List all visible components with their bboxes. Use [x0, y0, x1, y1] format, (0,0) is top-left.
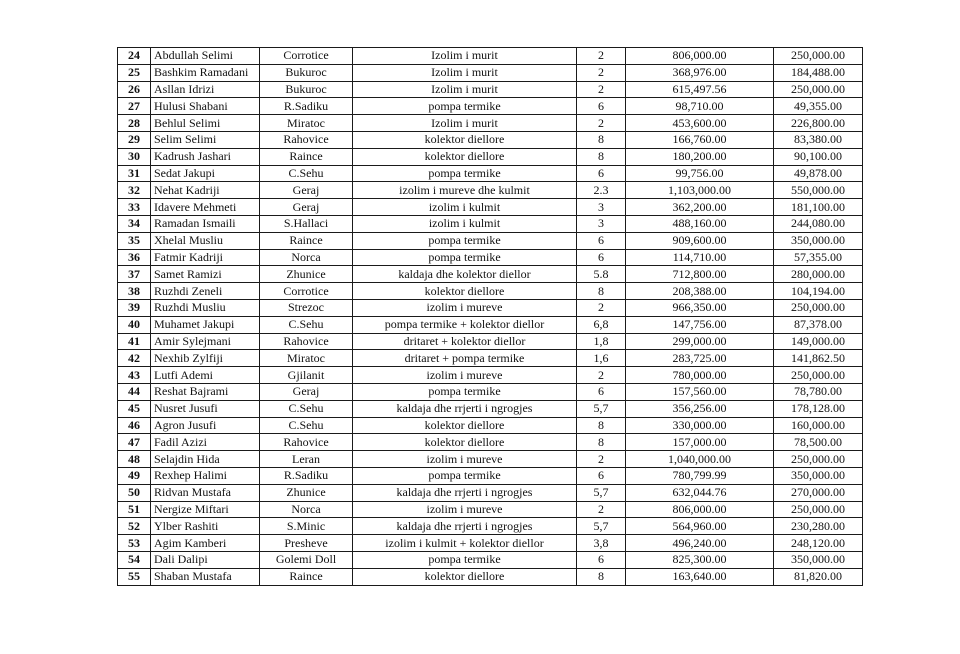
table-row: [118, 551, 863, 568]
grant-amount-cell: 149,000.00: [774, 333, 863, 350]
measure-code-cell: 2: [577, 81, 626, 98]
beneficiary-name-cell: Ruzhdi Musliu: [151, 299, 260, 316]
measure-cell: kolektor diellore: [353, 417, 577, 434]
measure-code-cell: 3: [577, 199, 626, 216]
grant-amount-cell: 350,000.00: [774, 551, 863, 568]
row-number-cell: 47: [118, 434, 151, 451]
table-row: [118, 333, 863, 350]
measure-cell: pompa termike: [353, 383, 577, 400]
measure-cell: izolim i mureve: [353, 501, 577, 518]
grant-amount-cell: 87,378.00: [774, 316, 863, 333]
total-cost-cell: 453,600.00: [626, 115, 774, 132]
row-number-cell: 34: [118, 215, 151, 232]
beneficiary-name-cell: Amir Sylejmani: [151, 333, 260, 350]
grant-amount-cell: 141,862.50: [774, 350, 863, 367]
total-cost-cell: 208,388.00: [626, 283, 774, 300]
row-number-cell: 39: [118, 299, 151, 316]
village-cell: Corrotice: [260, 48, 353, 65]
grant-amount-cell: 160,000.00: [774, 417, 863, 434]
table-row: [118, 367, 863, 384]
measure-cell: dritaret + kolektor diellor: [353, 333, 577, 350]
measure-code-cell: 6: [577, 165, 626, 182]
total-cost-cell: 1,103,000.00: [626, 182, 774, 199]
measure-cell: dritaret + pompa termike: [353, 350, 577, 367]
grant-amount-cell: 49,878.00: [774, 165, 863, 182]
grant-amount-cell: 83,380.00: [774, 131, 863, 148]
measure-code-cell: 8: [577, 434, 626, 451]
village-cell: R.Sadiku: [260, 98, 353, 115]
total-cost-cell: 356,256.00: [626, 400, 774, 417]
total-cost-cell: 283,725.00: [626, 350, 774, 367]
measure-cell: kolektor diellore: [353, 434, 577, 451]
row-number-cell: 30: [118, 148, 151, 165]
measure-cell: kaldaja dhe rrjerti i ngrogjes: [353, 518, 577, 535]
beneficiary-name-cell: Ridvan Mustafa: [151, 484, 260, 501]
row-number-cell: 44: [118, 383, 151, 400]
beneficiary-name-cell: Dali Dalipi: [151, 551, 260, 568]
total-cost-cell: 909,600.00: [626, 232, 774, 249]
measure-code-cell: 2.3: [577, 182, 626, 199]
village-cell: Strezoc: [260, 299, 353, 316]
beneficiary-name-cell: Behlul Selimi: [151, 115, 260, 132]
grant-amount-cell: 280,000.00: [774, 266, 863, 283]
table-row: [118, 283, 863, 300]
table-row: [118, 215, 863, 232]
grant-amount-cell: 250,000.00: [774, 451, 863, 468]
measure-cell: kaldaja dhe kolektor diellor: [353, 266, 577, 283]
row-number-cell: 36: [118, 249, 151, 266]
row-number-cell: 45: [118, 400, 151, 417]
beneficiary-name-cell: Agron Jusufi: [151, 417, 260, 434]
grant-amount-cell: 57,355.00: [774, 249, 863, 266]
table-row: [118, 81, 863, 98]
grant-amount-cell: 78,780.00: [774, 383, 863, 400]
row-number-cell: 35: [118, 232, 151, 249]
row-number-cell: 25: [118, 64, 151, 81]
row-number-cell: 48: [118, 451, 151, 468]
total-cost-cell: 632,044.76: [626, 484, 774, 501]
row-number-cell: 28: [118, 115, 151, 132]
row-number-cell: 52: [118, 518, 151, 535]
beneficiary-name-cell: Selim Selimi: [151, 131, 260, 148]
row-number-cell: 49: [118, 467, 151, 484]
total-cost-cell: 806,000.00: [626, 501, 774, 518]
row-number-cell: 27: [118, 98, 151, 115]
beneficiary-name-cell: Asllan Idrizi: [151, 81, 260, 98]
grant-amount-cell: 270,000.00: [774, 484, 863, 501]
total-cost-cell: 496,240.00: [626, 535, 774, 552]
total-cost-cell: 330,000.00: [626, 417, 774, 434]
grant-amount-cell: 184,488.00: [774, 64, 863, 81]
total-cost-cell: 114,710.00: [626, 249, 774, 266]
grant-amount-cell: 81,820.00: [774, 568, 863, 585]
table-row: [118, 182, 863, 199]
total-cost-cell: 712,800.00: [626, 266, 774, 283]
measure-code-cell: 6: [577, 232, 626, 249]
measure-cell: Izolim i murit: [353, 64, 577, 81]
village-cell: Rahovice: [260, 131, 353, 148]
total-cost-cell: 362,200.00: [626, 199, 774, 216]
measure-cell: pompa termike + kolektor diellor: [353, 316, 577, 333]
village-cell: Bukuroc: [260, 81, 353, 98]
measure-cell: izolim i kulmit + kolektor diellor: [353, 535, 577, 552]
village-cell: Leran: [260, 451, 353, 468]
table-row: [118, 316, 863, 333]
table-row: [118, 232, 863, 249]
grant-amount-cell: 350,000.00: [774, 232, 863, 249]
table-row: [118, 131, 863, 148]
village-cell: Corrotice: [260, 283, 353, 300]
village-cell: S.Hallaci: [260, 215, 353, 232]
village-cell: Geraj: [260, 383, 353, 400]
measure-code-cell: 5,7: [577, 518, 626, 535]
beneficiary-name-cell: Samet Ramizi: [151, 266, 260, 283]
beneficiary-name-cell: Selajdin Hida: [151, 451, 260, 468]
table-row: [118, 535, 863, 552]
beneficiary-name-cell: Ramadan Ismaili: [151, 215, 260, 232]
row-number-cell: 41: [118, 333, 151, 350]
row-number-cell: 51: [118, 501, 151, 518]
row-number-cell: 31: [118, 165, 151, 182]
table-row: [118, 115, 863, 132]
total-cost-cell: 299,000.00: [626, 333, 774, 350]
grant-amount-cell: 230,280.00: [774, 518, 863, 535]
measure-cell: kolektor diellore: [353, 148, 577, 165]
table-row: [118, 417, 863, 434]
row-number-cell: 38: [118, 283, 151, 300]
total-cost-cell: 966,350.00: [626, 299, 774, 316]
beneficiary-name-cell: Rexhep Halimi: [151, 467, 260, 484]
village-cell: Raince: [260, 568, 353, 585]
village-cell: Gjilanit: [260, 367, 353, 384]
measure-code-cell: 5,7: [577, 400, 626, 417]
total-cost-cell: 180,200.00: [626, 148, 774, 165]
beneficiary-name-cell: Agim Kamberi: [151, 535, 260, 552]
grant-amount-cell: 226,800.00: [774, 115, 863, 132]
village-cell: Raince: [260, 148, 353, 165]
village-cell: Presheve: [260, 535, 353, 552]
table-row: [118, 383, 863, 400]
grant-amount-cell: 90,100.00: [774, 148, 863, 165]
beneficiary-name-cell: Kadrush Jashari: [151, 148, 260, 165]
grant-amount-cell: 550,000.00: [774, 182, 863, 199]
beneficiary-name-cell: Reshat Bajrami: [151, 383, 260, 400]
village-cell: C.Sehu: [260, 316, 353, 333]
grant-amount-cell: 250,000.00: [774, 81, 863, 98]
measure-cell: Izolim i murit: [353, 48, 577, 65]
table-row: [118, 98, 863, 115]
measure-cell: izolim i mureve: [353, 299, 577, 316]
measure-code-cell: 5.8: [577, 266, 626, 283]
beneficiary-name-cell: Hulusi Shabani: [151, 98, 260, 115]
total-cost-cell: 780,000.00: [626, 367, 774, 384]
measure-cell: izolim i kulmit: [353, 215, 577, 232]
beneficiary-name-cell: Abdullah Selimi: [151, 48, 260, 65]
measure-code-cell: 6: [577, 551, 626, 568]
grant-amount-cell: 49,355.00: [774, 98, 863, 115]
village-cell: Geraj: [260, 182, 353, 199]
village-cell: Norca: [260, 501, 353, 518]
row-number-cell: 29: [118, 131, 151, 148]
measure-code-cell: 2: [577, 115, 626, 132]
measure-cell: pompa termike: [353, 467, 577, 484]
village-cell: Rahovice: [260, 434, 353, 451]
table-row: [118, 400, 863, 417]
beneficiary-name-cell: Nusret Jusufi: [151, 400, 260, 417]
table-row: [118, 64, 863, 81]
measure-code-cell: 8: [577, 568, 626, 585]
measure-code-cell: 8: [577, 131, 626, 148]
table-row: [118, 266, 863, 283]
measure-cell: Izolim i murit: [353, 81, 577, 98]
measure-code-cell: 8: [577, 148, 626, 165]
village-cell: Geraj: [260, 199, 353, 216]
grant-amount-cell: 178,128.00: [774, 400, 863, 417]
village-cell: Golemi Doll: [260, 551, 353, 568]
measure-code-cell: 2: [577, 48, 626, 65]
village-cell: C.Sehu: [260, 400, 353, 417]
grant-amount-cell: 244,080.00: [774, 215, 863, 232]
total-cost-cell: 99,756.00: [626, 165, 774, 182]
beneficiary-name-cell: Nehat Kadriji: [151, 182, 260, 199]
grant-amount-cell: 104,194.00: [774, 283, 863, 300]
total-cost-cell: 806,000.00: [626, 48, 774, 65]
total-cost-cell: 157,000.00: [626, 434, 774, 451]
row-number-cell: 33: [118, 199, 151, 216]
beneficiary-name-cell: Idavere Mehmeti: [151, 199, 260, 216]
village-cell: Raince: [260, 232, 353, 249]
measure-cell: kolektor diellore: [353, 131, 577, 148]
measure-code-cell: 6: [577, 383, 626, 400]
measure-code-cell: 1,8: [577, 333, 626, 350]
measure-code-cell: 3,8: [577, 535, 626, 552]
table-row: [118, 165, 863, 182]
row-number-cell: 55: [118, 568, 151, 585]
measure-cell: Izolim i murit: [353, 115, 577, 132]
village-cell: Bukuroc: [260, 64, 353, 81]
measure-code-cell: 6: [577, 249, 626, 266]
beneficiary-name-cell: Fatmir Kadriji: [151, 249, 260, 266]
total-cost-cell: 615,497.56: [626, 81, 774, 98]
measure-cell: kolektor diellore: [353, 283, 577, 300]
beneficiary-name-cell: Muhamet Jakupi: [151, 316, 260, 333]
measure-cell: pompa termike: [353, 551, 577, 568]
total-cost-cell: 780,799.99: [626, 467, 774, 484]
row-number-cell: 42: [118, 350, 151, 367]
total-cost-cell: 163,640.00: [626, 568, 774, 585]
village-cell: R.Sadiku: [260, 467, 353, 484]
measure-cell: pompa termike: [353, 249, 577, 266]
beneficiary-name-cell: Fadil Azizi: [151, 434, 260, 451]
measure-code-cell: 6,8: [577, 316, 626, 333]
measure-code-cell: 2: [577, 367, 626, 384]
measure-code-cell: 8: [577, 417, 626, 434]
total-cost-cell: 488,160.00: [626, 215, 774, 232]
total-cost-cell: 825,300.00: [626, 551, 774, 568]
measure-code-cell: 6: [577, 467, 626, 484]
grant-amount-cell: 350,000.00: [774, 467, 863, 484]
village-cell: C.Sehu: [260, 165, 353, 182]
table-row: [118, 249, 863, 266]
total-cost-cell: 166,760.00: [626, 131, 774, 148]
row-number-cell: 50: [118, 484, 151, 501]
measure-code-cell: 2: [577, 64, 626, 81]
measure-cell: pompa termike: [353, 98, 577, 115]
table-row: [118, 48, 863, 65]
grant-amount-cell: 250,000.00: [774, 367, 863, 384]
beneficiary-name-cell: Ruzhdi Zeneli: [151, 283, 260, 300]
table-row: [118, 299, 863, 316]
measure-cell: kaldaja dhe rrjerti i ngrogjes: [353, 484, 577, 501]
measure-code-cell: 2: [577, 451, 626, 468]
measure-cell: izolim i mureve: [353, 367, 577, 384]
table-row: [118, 434, 863, 451]
measure-cell: izolim i mureve dhe kulmit: [353, 182, 577, 199]
grant-amount-cell: 181,100.00: [774, 199, 863, 216]
beneficiary-name-cell: Ylber Rashiti: [151, 518, 260, 535]
row-number-cell: 26: [118, 81, 151, 98]
measure-code-cell: 2: [577, 299, 626, 316]
grant-amount-cell: 250,000.00: [774, 48, 863, 65]
measure-code-cell: 3: [577, 215, 626, 232]
row-number-cell: 54: [118, 551, 151, 568]
table-row: [118, 568, 863, 585]
beneficiary-name-cell: Lutfi Ademi: [151, 367, 260, 384]
village-cell: Zhunice: [260, 266, 353, 283]
table-row: [118, 518, 863, 535]
beneficiary-name-cell: Nexhib Zylfiji: [151, 350, 260, 367]
grant-amount-cell: 250,000.00: [774, 501, 863, 518]
village-cell: Miratoc: [260, 350, 353, 367]
village-cell: S.Minic: [260, 518, 353, 535]
table-row: [118, 451, 863, 468]
measure-code-cell: 6: [577, 98, 626, 115]
measure-code-cell: 5,7: [577, 484, 626, 501]
grant-amount-cell: 78,500.00: [774, 434, 863, 451]
measure-cell: izolim i mureve: [353, 451, 577, 468]
row-number-cell: 37: [118, 266, 151, 283]
village-cell: Rahovice: [260, 333, 353, 350]
measure-cell: kaldaja dhe rrjerti i ngrogjes: [353, 400, 577, 417]
total-cost-cell: 1,040,000.00: [626, 451, 774, 468]
row-number-cell: 40: [118, 316, 151, 333]
total-cost-cell: 147,756.00: [626, 316, 774, 333]
beneficiary-name-cell: Nergize Miftari: [151, 501, 260, 518]
table-row: [118, 199, 863, 216]
village-cell: Zhunice: [260, 484, 353, 501]
grant-amount-cell: 250,000.00: [774, 299, 863, 316]
grant-amount-cell: 248,120.00: [774, 535, 863, 552]
row-number-cell: 46: [118, 417, 151, 434]
measure-cell: izolim i kulmit: [353, 199, 577, 216]
measure-code-cell: 2: [577, 501, 626, 518]
beneficiary-name-cell: Xhelal Musliu: [151, 232, 260, 249]
measure-cell: kolektor diellore: [353, 568, 577, 585]
total-cost-cell: 368,976.00: [626, 64, 774, 81]
row-number-cell: 24: [118, 48, 151, 65]
measure-code-cell: 1,6: [577, 350, 626, 367]
measure-code-cell: 8: [577, 283, 626, 300]
row-number-cell: 32: [118, 182, 151, 199]
table-row: [118, 484, 863, 501]
beneficiary-name-cell: Bashkim Ramadani: [151, 64, 260, 81]
total-cost-cell: 564,960.00: [626, 518, 774, 535]
table-row: [118, 501, 863, 518]
total-cost-cell: 98,710.00: [626, 98, 774, 115]
table-body: [118, 48, 863, 586]
beneficiary-name-cell: Sedat Jakupi: [151, 165, 260, 182]
village-cell: C.Sehu: [260, 417, 353, 434]
measure-cell: pompa termike: [353, 232, 577, 249]
beneficiary-name-cell: Shaban Mustafa: [151, 568, 260, 585]
measure-cell: pompa termike: [353, 165, 577, 182]
table-row: [118, 350, 863, 367]
row-number-cell: 53: [118, 535, 151, 552]
village-cell: Miratoc: [260, 115, 353, 132]
table-row: [118, 467, 863, 484]
table-row: [118, 148, 863, 165]
village-cell: Norca: [260, 249, 353, 266]
beneficiaries-table: [117, 47, 863, 586]
row-number-cell: 43: [118, 367, 151, 384]
total-cost-cell: 157,560.00: [626, 383, 774, 400]
